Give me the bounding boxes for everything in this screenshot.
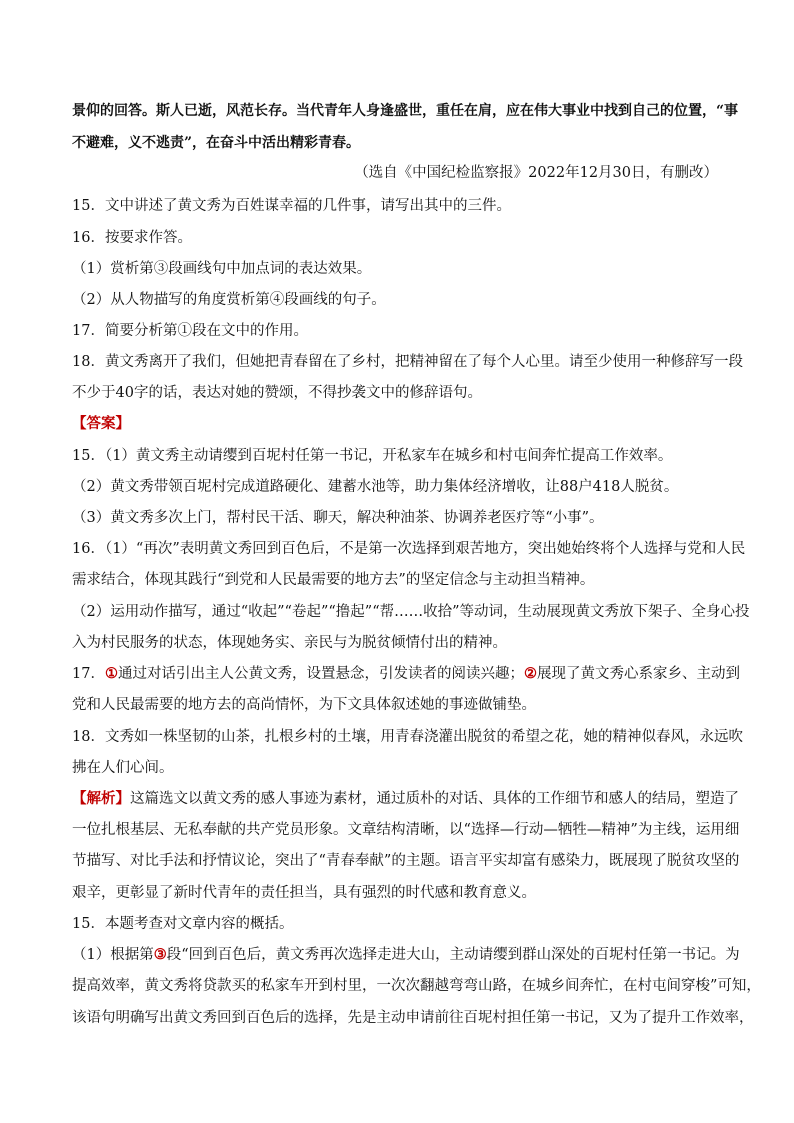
analysis-line-2: 一位扎根基层、无私奉献的共产党员形象。文章结构清晰，以“选择—行动—牺牲—精神”为主线，运用细: [72, 822, 740, 838]
answer-header: 【答案】: [72, 415, 130, 432]
analysis-header: 【解析】: [72, 790, 130, 807]
answer-16-1-line-1: 16．（1）“再次”表明黄文秀回到百色后，不是第一次选择到艰苦地方，突出她始终将个人选择与党和人民: [72, 541, 746, 557]
answer-17-prefix: 17．: [72, 666, 105, 682]
circled-number-2: ②: [523, 665, 537, 682]
circled-number-3: ③: [153, 946, 167, 963]
answer-17-part-1: 通过对话引出主人公黄文秀，设置悬念，引发读者的阅读兴趣；: [117, 666, 524, 682]
analysis-line-3: 节描写、对比手法和抒情议论，突出了“青春奉献”的主题。语言平实却富有感染力，既展现了脱贫攻坚的: [72, 853, 740, 869]
question-16: 16．按要求作答。: [72, 230, 192, 246]
analysis-15: 15．本题考查对文章内容的概括。: [72, 916, 294, 932]
analysis-15-para-1: [72, 945, 740, 965]
analysis-line-4: 艰辛，更彰显了新时代青年的责任担当，具有强烈的时代感和教育意义。: [72, 885, 536, 901]
answer-17-line-1: [72, 664, 740, 684]
answer-17-part-2: 展现了黄文秀心系家乡、主动到: [536, 666, 740, 682]
question-18-line-2: 不少于40字的话，表达对她的赞颂，不得抄袭文中的修辞语句。: [72, 385, 482, 401]
question-15: 15．文中讲述了黄文秀为百姓谋幸福的几件事，请写出其中的三件。: [72, 198, 511, 214]
answer-16-2-line-2: 入为村民服务的状态，体现她务实、亲民与为脱贫倾情付出的精神。: [72, 635, 507, 651]
analysis-line-1: [72, 789, 739, 809]
question-17: 17．简要分析第①段在文中的作用。: [72, 323, 308, 339]
question-16-2: （2）从人物描写的角度赏析第④段画线的句子。: [72, 292, 386, 308]
answer-16-2-line-1: （2）运用动作描写，通过“收起”“卷起”“撸起”“帮……收拾”等动词，生动展现黄文秀放下架子、全身心投: [72, 604, 750, 620]
answer-16-1-line-2: 需求结合，体现其践行“到党和人民最需要的地方去”的坚定信念与主动担当精神。: [72, 572, 595, 588]
analysis-text-1: 这篇选文以黄文秀的感人事迹为素材，通过质朴的对话、具体的工作细节和感人的结局，塑造了: [130, 791, 739, 807]
answer-15-1: 15．（1）黄文秀主动请缨到百坭村任第一书记，开私家车在城乡和村屯间奔忙提高工作效率。: [72, 448, 673, 464]
answer-18-line-1: 18．文秀如一株坚韧的山茶，扎根乡村的土壤，用青春浇灌出脱贫的希望之花，她的精神似春风，永远吹: [72, 729, 743, 745]
analysis-para-rest: 段“回到百色后，黄文秀再次选择走进大山，主动请缨到群山深处的百坭村任第一书记。为: [166, 947, 740, 963]
answer-18-line-2: 拂在人们心间。: [72, 760, 174, 776]
analysis-para-prefix: （1）根据第: [72, 947, 154, 963]
passage-line-2: 不避难，义不逃责”，在奋斗中活出精彩青春。: [72, 135, 361, 151]
analysis-15-para-3: 该语句明确写出黄文秀回到百色后的选择，先是主动申请前往百坭村担任第一书记，又为了提升工作效率，: [72, 1010, 754, 1026]
passage-line-1: 景仰的回答。斯人已逝，风范长存。当代青年人身逢盛世，重任在肩，应在伟大事业中找到自己的位置，“事: [72, 103, 739, 119]
circled-number-1: ①: [104, 665, 118, 682]
analysis-15-para-2: 提高效率，黄文秀将贷款买的私家车开到村里，一次次翻越弯弯山路，在城乡间奔忙，在村屯间穿梭”可知，: [72, 978, 761, 994]
question-16-1: （1）赏析第③段画线句中加点词的表达效果。: [72, 261, 372, 277]
question-18-line-1: 18．黄文秀离开了我们，但她把青春留在了乡村，把精神留在了每个人心里。请至少使用一种修辞写一段: [72, 354, 743, 370]
passage-source: （选自《中国纪检监察报》2022年12月30日，有删改）: [354, 165, 718, 181]
answer-17-line-2: 党和人民最需要的地方去的高尚情怀，为下文具体叙述她的事迹做铺垫。: [72, 697, 536, 713]
answer-15-2: （2）黄文秀带领百坭村完成道路硬化、建蓄水池等，助力集体经济增收，让88户418人脱贫。: [72, 479, 679, 495]
answer-15-3: （3）黄文秀多次上门，帮村民干活、聊天，解决种油茶、协调养老医疗等“小事”。: [72, 510, 604, 526]
